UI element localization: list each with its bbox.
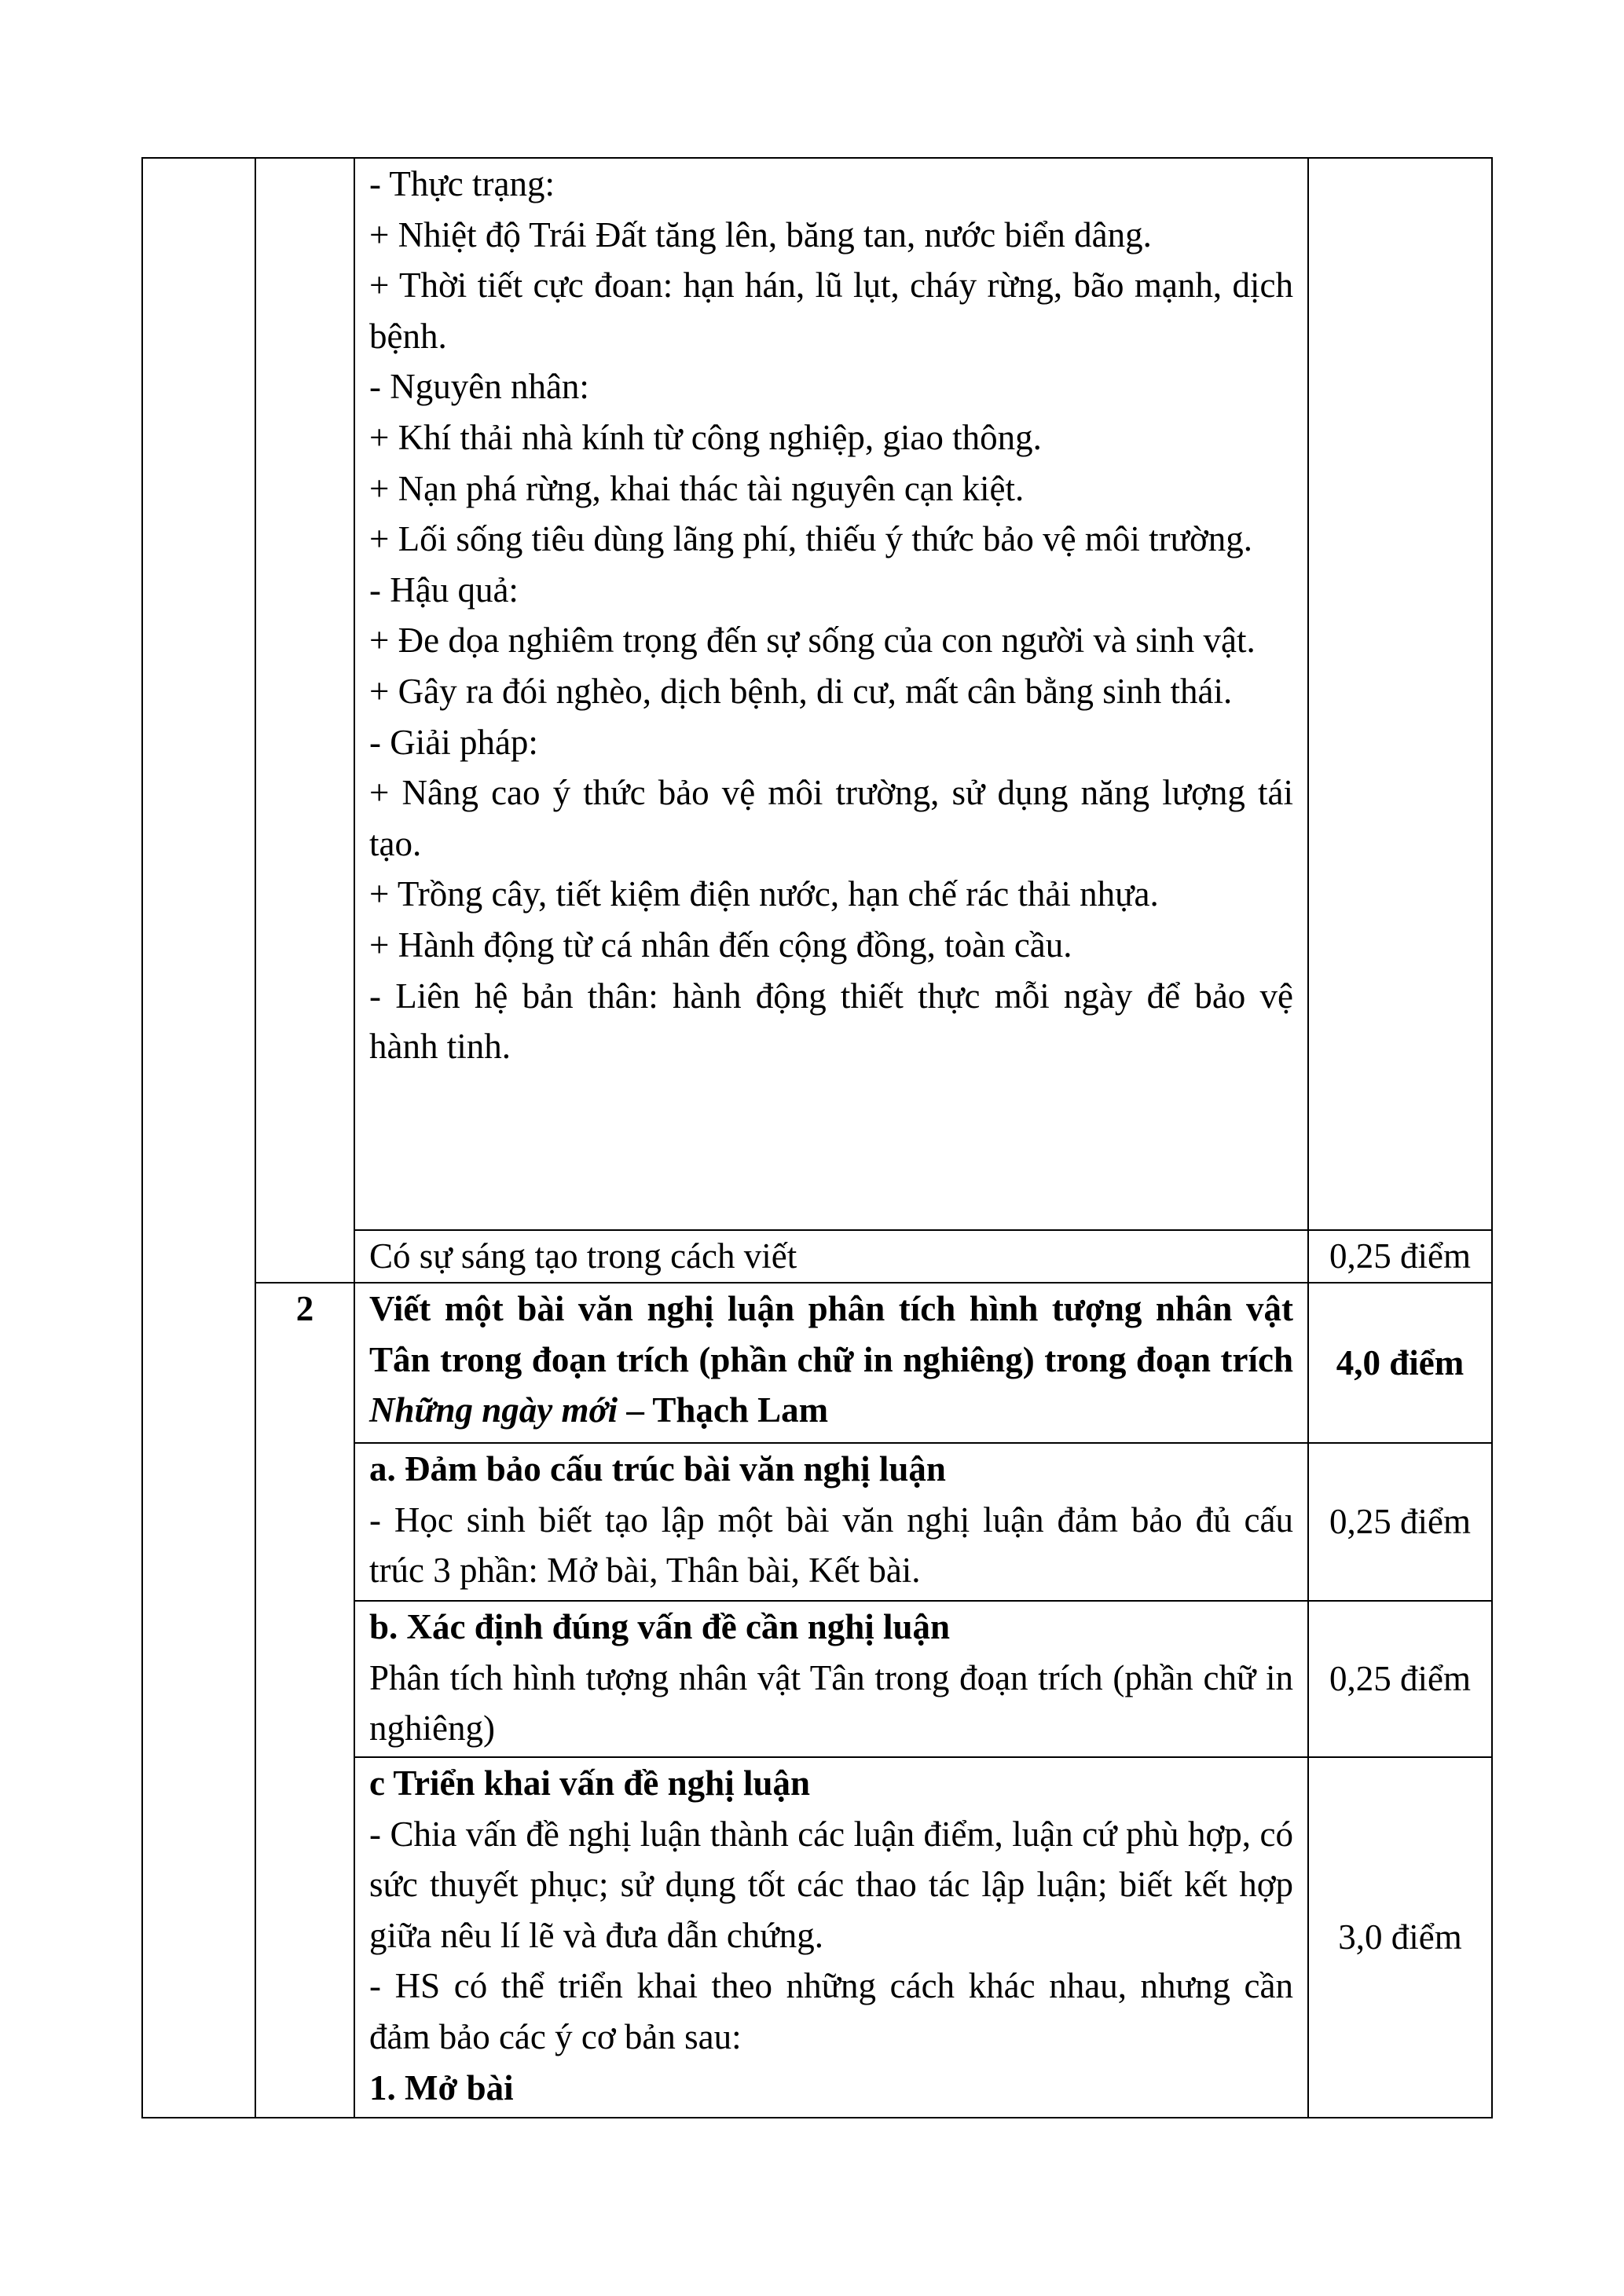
content-line: + Đe dọa nghiêm trọng đến sự sống của con người và sinh vật. xyxy=(369,621,1256,661)
criterion-b xyxy=(354,1601,1308,1757)
table-row xyxy=(142,158,1492,1230)
content-line: + Nạn phá rừng, khai thác tài nguyên cạn kiệt. xyxy=(369,468,1025,508)
score-cell: 0,25 điểm xyxy=(1308,1601,1492,1757)
criterion-text: - HS có thể triển khai theo những cách khác nhau, nhưng cần đảm bảo các ý cơ bản sau: xyxy=(369,1966,1293,2056)
score-cell: 0,25 điểm xyxy=(1308,1443,1492,1601)
content-line: - Hậu quả: xyxy=(369,569,519,610)
question-cell xyxy=(255,158,354,1283)
content-line: + Thời tiết cực đoan: hạn hán, lũ lụt, cháy rừng, bão mạnh, dịch bệnh. xyxy=(369,265,1293,356)
table-row xyxy=(142,1283,1492,1443)
question-prompt xyxy=(354,1283,1308,1443)
criterion-text: - Chia vấn đề nghị luận thành các luận điểm, luận cứ phù hợp, có sức thuyết phục; sử dụng tốt các thao tác lập luận; biết kết hợp giữa nêu lí lẽ và đưa dẫn chứng. xyxy=(369,1814,1293,1955)
criterion-text: - Học sinh biết tạo lập một bài văn nghị luận đảm bảo đủ cấu trúc 3 phần: Mở bài, Thân bài, Kết bài. xyxy=(369,1500,1293,1591)
content-line: - Giải pháp: xyxy=(369,722,538,762)
criterion-c xyxy=(354,1757,1308,2118)
score-cell: 4,0 điểm xyxy=(1308,1283,1492,1443)
question-number: 2 xyxy=(255,1283,354,2118)
author-text: – Thạch Lam xyxy=(618,1390,829,1430)
grading-table xyxy=(141,157,1493,2118)
score-cell xyxy=(1308,158,1492,1230)
content-line: - Liên hệ bản thân: hành động thiết thực mỗi ngày để bảo vệ hành tinh. xyxy=(369,976,1293,1067)
criterion-subheading: 1. Mở bài xyxy=(369,2067,514,2107)
creativity-text: Có sự sáng tạo trong cách viết xyxy=(354,1230,1308,1283)
criterion-a xyxy=(354,1443,1308,1601)
score-cell: 0,25 điểm xyxy=(1308,1230,1492,1283)
prompt-text: Viết một bài văn nghị luận phân tích hình tượng nhân vật Tân trong đoạn trích (phần chữ in nghiêng) trong đoạn trích xyxy=(369,1289,1293,1379)
criterion-text: Phân tích hình tượng nhân vật Tân trong đoạn trích (phần chữ in nghiêng) xyxy=(369,1657,1293,1749)
content-cell xyxy=(354,158,1308,1230)
content-line: + Hành động từ cá nhân đến cộng đồng, toàn cầu. xyxy=(369,925,1072,965)
content-line: - Nguyên nhân: xyxy=(369,367,589,407)
content-line: + Nâng cao ý thức bảo vệ môi trường, sử dụng năng lượng tái tạo. xyxy=(369,773,1293,863)
content-line: + Gây ra đói nghèo, dịch bệnh, di cư, mất cân bằng sinh thái. xyxy=(369,671,1233,711)
content-line: + Khí thải nhà kính từ công nghiệp, giao thông. xyxy=(369,417,1042,457)
content-line: + Trồng cây, tiết kiệm điện nước, hạn chế rác thải nhựa. xyxy=(369,874,1159,914)
criterion-heading: c Triển khai vấn đề nghị luận xyxy=(369,1763,811,1803)
section-cell xyxy=(142,158,255,2118)
content-line: + Lối sống tiêu dùng lãng phí, thiếu ý thức bảo vệ môi trường. xyxy=(369,519,1253,559)
score-cell: 3,0 điểm xyxy=(1308,1757,1492,2118)
content-line: - Thực trạng: xyxy=(369,164,555,203)
criterion-heading: b. Xác định đúng vấn đề cần nghị luận xyxy=(369,1607,951,1646)
criterion-heading: a. Đảm bảo cấu trúc bài văn nghị luận xyxy=(369,1449,946,1489)
work-title: Những ngày mới xyxy=(369,1390,618,1430)
content-line: + Nhiệt độ Trái Đất tăng lên, băng tan, nước biển dâng. xyxy=(369,214,1152,255)
